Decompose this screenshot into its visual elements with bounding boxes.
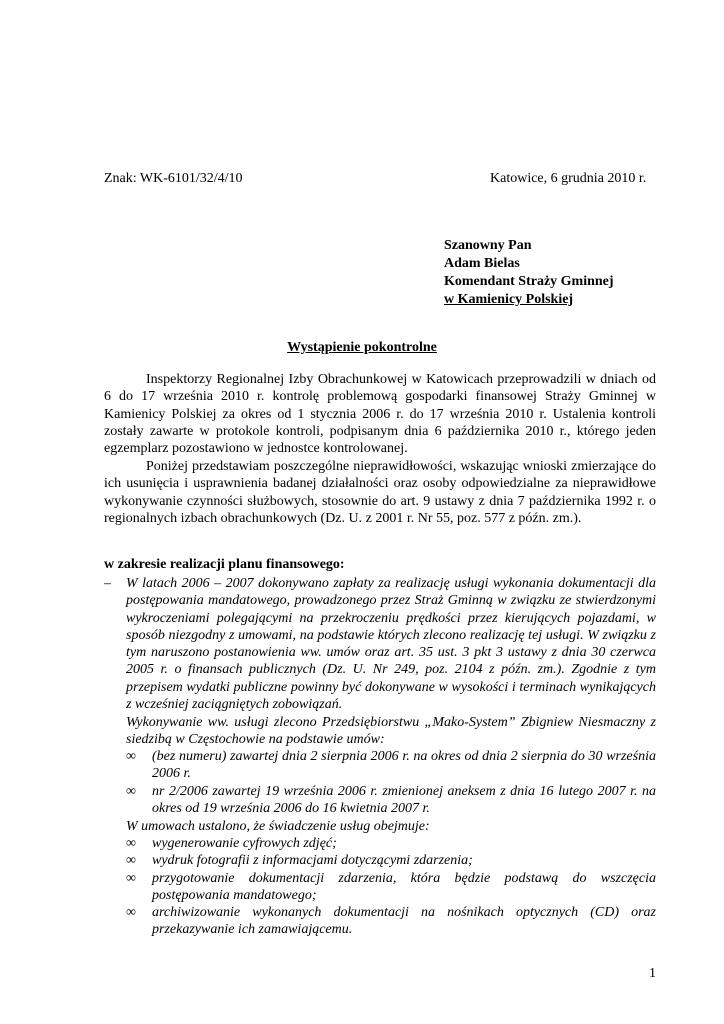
list-item [126,870,656,905]
document-date: Katowice, 6 grudnia 2010 r. [490,171,647,186]
scope-intro: W umowach ustalono, że świadczenie usług obejmuje: [126,819,430,834]
list-item [126,783,656,818]
document-title: Wystąpienie pokontrolne [287,340,437,355]
infinity-bullet-icon: ∞ [126,836,136,851]
list-item-text: wygenerowanie cyfrowych zdjęć; [152,836,337,851]
paragraph-text: Inspektorzy Regionalnej Izby Obrachunkowej w Katowicach przeprowadzili w dniach od 6 do 17 września 2010 r. kontrolę problemową gospodarki finansowej Straży Gminnej w Kamienicy Polskiej za okres od 1 stycznia 2006 r. do 17 września 2010 r. Ustalenia kontroli zostały zawarte w protokole kontroli, podpisanym dnia 6 października 2010 r., którego jeden egzemplarz pozostawiono w jednostce kontrolowanej. [104,372,656,457]
addressee-block [444,237,614,309]
list-item [126,852,656,869]
infinity-bullet-icon: ∞ [126,853,136,869]
intro-paragraph [104,371,656,457]
paragraph-text: Poniżej przedstawiam poszczególne nieprawidłowości, wskazując wnioski zmierzające do ich usunięcia i usprawnienia badanej działalności oraz osoby odpowiedzialne za nieprawidłowe wykonywanie czynności służbowych, stosownie do art. 9 ustawy z dnia 7 października 1992 r. o regionalnych izbach obrachunkowych (Dz. U. z 2001 r. Nr 55, poz. 577 z późn. zm.). [104,459,656,526]
list-item [126,748,656,783]
addressee-location: w Kamienicy Polskiej [444,292,574,307]
infinity-bullet-icon: ∞ [126,749,136,764]
list-item-text: przygotowanie dokumentacji zdarzenia, która będzie podstawą do wszczęcia postępowania mandatowego; [152,870,656,903]
infinity-bullet-icon: ∞ [126,905,136,921]
section-heading: w zakresie realizacji planu finansowego: [104,557,345,572]
list-item [126,835,656,852]
scope-list [126,835,656,939]
contract-intro: Wykonywanie ww. usługi zlecono Przedsiębiorstwu „Mako-System” Zbigniew Niesmaczny z siedzibą w Częstochowie na podstawie umów: [126,715,656,748]
list-item [126,904,656,939]
list-item-text: archiwizowanie wykonanych dokumentacji na nośnikach optycznych (CD) oraz przekazywanie ich zamawiającemu. [152,905,656,938]
reference-number: Znak: WK-6101/32/4/10 [104,171,243,186]
contracts-list [126,748,656,817]
list-item-text: wydruk fotografii z informacjami dotyczącymi zdarzenia; [152,853,473,869]
addressee-position: Komendant Straży Gminnej [444,274,614,289]
addressee-salutation: Szanowny Pan [444,238,532,253]
addressee-name: Adam Bielas [444,256,520,271]
list-item-text: (bez numeru) zawartej dnia 2 sierpnia 2006 r. na okres od dnia 2 sierpnia do 30 września 2006 r. [152,749,656,782]
infinity-bullet-icon: ∞ [126,870,136,886]
page-number: 1 [649,966,656,981]
finding-text: W latach 2006 – 2007 dokonywano zapłaty za realizację usługi wykonania dokumentacji dla postępowania mandatowego, prowadzonego przez Straż Gminną w związku ze stwierdzonymi wykroczeniami polegającymi na przekroczeniu prędkości przez kierujących pojazdami, w sposób niezgodny z umowami, na podstawie których zlecono realizację tej usługi. W związku z tym naruszono postanowienia ww. umów oraz art. 35 ust. 3 pkt 3 ustawy z dnia 30 czerwca 2005 r. o finansach publicznych (Dz. U. Nr 249, poz. 2104 z późn. zm.). Zgodnie z tym przepisem wydatki publiczne powinny być dokonywane w wysokości i terminach wynikających z wcześniej zaciągniętych zobowiązań. [126,576,656,713]
infinity-bullet-icon: ∞ [126,783,136,799]
findings-paragraph [104,458,656,527]
list-item-text: nr 2/2006 zawartej 19 września 2006 r. zmienionej aneksem z dnia 16 lutego 2007 r. na okres od 19 września 2006 do 16 kwietnia 2007 r. [152,783,656,816]
dash-bullet: – [104,576,111,591]
